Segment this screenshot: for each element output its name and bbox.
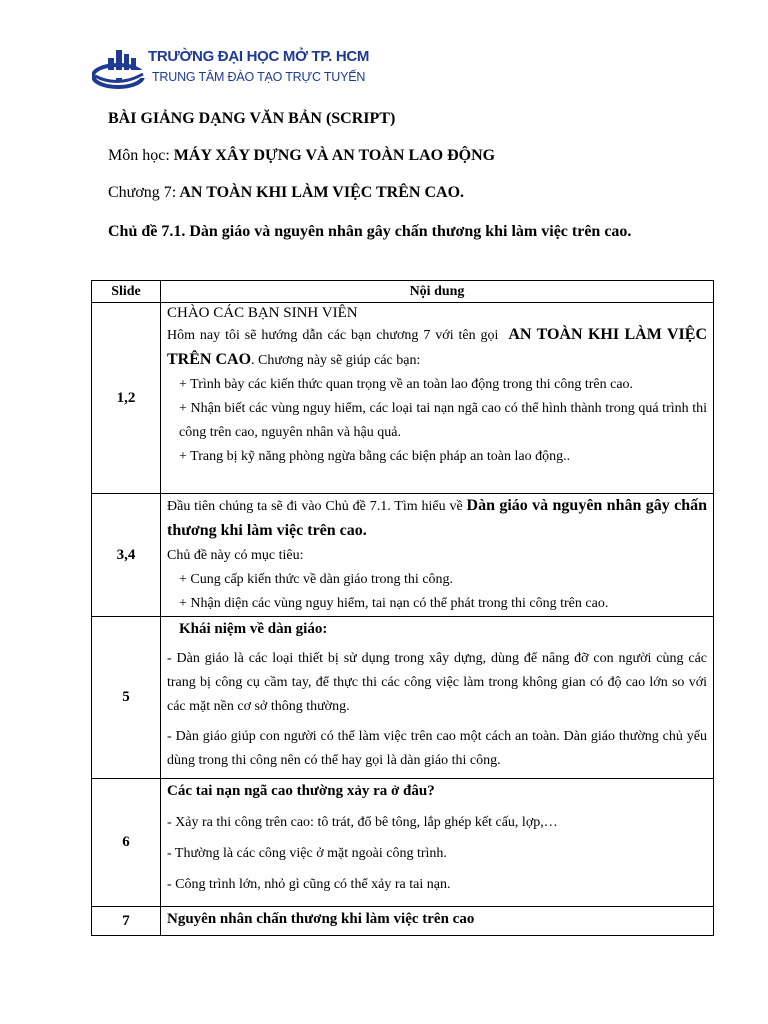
- slide-number: 1,2: [92, 303, 161, 494]
- intro-bold: AN TOÀN KHI LÀM VIỆC TRÊN CAO: [167, 326, 707, 368]
- row-intro: [167, 494, 707, 544]
- logo-university-name: TRƯỜNG ĐẠI HỌC MỞ TP. HCM: [148, 48, 370, 65]
- paragraph: - Dàn giáo là các loại thiết bị sử dụng trong xây dựng, dùng để nâng đỡ con người cùng các trang bị công cụ cầm tay, để thực thi các công việc làm trong không gian có độ cao lớn so với các mặt nền cơ sở thông thường.: [167, 651, 707, 714]
- chapter-heading: [108, 184, 464, 202]
- topic-heading: Chủ đề 7.1. Dàn giáo và nguyên nhân gây chấn thương khi làm việc trên cao.: [108, 223, 632, 240]
- slide-number: 7: [92, 907, 161, 936]
- list-item: + Nhận biết các vùng nguy hiểm, các loại tai nạn ngã cao có thể hình thành trong quá trình thi công trên cao, nguyên nhân và hậu quả.: [179, 401, 707, 440]
- list-item: + Nhận diện các vùng nguy hiểm, tai nạn có thể phát trong thi công trên cao.: [179, 596, 609, 611]
- table-header-row: [92, 281, 714, 303]
- intro-end: . Chương này sẽ giúp các bạn:: [251, 353, 421, 368]
- doc-type-heading: BÀI GIẢNG DẠNG VĂN BẢN (SCRIPT): [108, 110, 396, 127]
- col-content-header: Nội dung: [161, 281, 714, 303]
- table-row: [92, 494, 714, 617]
- content-cell: [161, 303, 714, 494]
- table-row: [92, 907, 714, 936]
- list-item: + Trang bị kỹ năng phòng ngừa bằng các biện pháp an toàn lao động..: [179, 449, 571, 464]
- table-row: [92, 779, 714, 907]
- intro-text: Hôm nay tôi sẽ hướng dẫn các bạn chương 7 với tên gọi: [167, 328, 499, 343]
- row-intro: [167, 323, 707, 373]
- content-cell: [161, 617, 714, 779]
- paragraph: - Công trình lớn, nhỏ gì cũng có thể xảy ra tai nạn.: [167, 877, 451, 892]
- row-title: Nguyên nhân chấn thương khi làm việc trên cao: [167, 911, 475, 927]
- university-logo: [92, 44, 370, 96]
- list-item: + Cung cấp kiến thức về dàn giáo trong thi công.: [179, 572, 454, 587]
- book-logo-icon: [92, 44, 150, 96]
- list-item: + Trình bày các kiến thức quan trọng về an toàn lao động trong thi công trên cao.: [179, 377, 634, 392]
- chapter-name: AN TOÀN KHI LÀM VIỆC TRÊN CAO.: [179, 184, 465, 201]
- intro-text: Đầu tiên chúng ta sẽ đi vào Chủ đề 7.1. Tìm hiểu về: [167, 499, 463, 514]
- subject-name: MÁY XÂY DỰNG VÀ AN TOÀN LAO ĐỘNG: [173, 147, 496, 164]
- content-cell: [161, 494, 714, 617]
- content-cell: [161, 907, 714, 936]
- logo-center-name: TRUNG TÂM ĐÀO TẠO TRỰC TUYẾN: [152, 70, 366, 84]
- slide-number: 5: [92, 617, 161, 779]
- row-title: Các tai nạn ngã cao thường xảy ra ở đâu?: [167, 783, 435, 799]
- chapter-label: Chương 7:: [108, 184, 177, 201]
- subject-heading: [108, 147, 495, 165]
- slide-number: 3,4: [92, 494, 161, 617]
- table-row: [92, 617, 714, 779]
- paragraph: - Xảy ra thi công trên cao: tô trát, đổ bê tông, lắp ghép kết cấu, lợp,…: [167, 815, 558, 830]
- col-slide-header: Slide: [92, 281, 161, 303]
- paragraph: - Thường là các công việc ở mặt ngoài công trình.: [167, 846, 447, 861]
- table-row: [92, 303, 714, 494]
- slide-number: 6: [92, 779, 161, 907]
- intro-bold: Dàn giáo và nguyên nhân gây chấn thương khi làm việc trên cao.: [167, 497, 707, 539]
- script-table: [91, 280, 714, 936]
- paragraph: - Dàn giáo giúp con người có thể làm việc trên cao một cách an toàn. Dàn giáo thường chủ yếu dùng trong thi công nên có thể hay gọi là dàn giáo thi công.: [167, 729, 707, 768]
- content-cell: [161, 779, 714, 907]
- subject-label: Môn học:: [108, 147, 170, 164]
- row-goal: Chủ đề này có mục tiêu:: [167, 548, 304, 563]
- row-title: CHÀO CÁC BẠN SINH VIÊN: [167, 305, 358, 321]
- row-title: Khái niệm về dàn giáo:: [179, 621, 328, 637]
